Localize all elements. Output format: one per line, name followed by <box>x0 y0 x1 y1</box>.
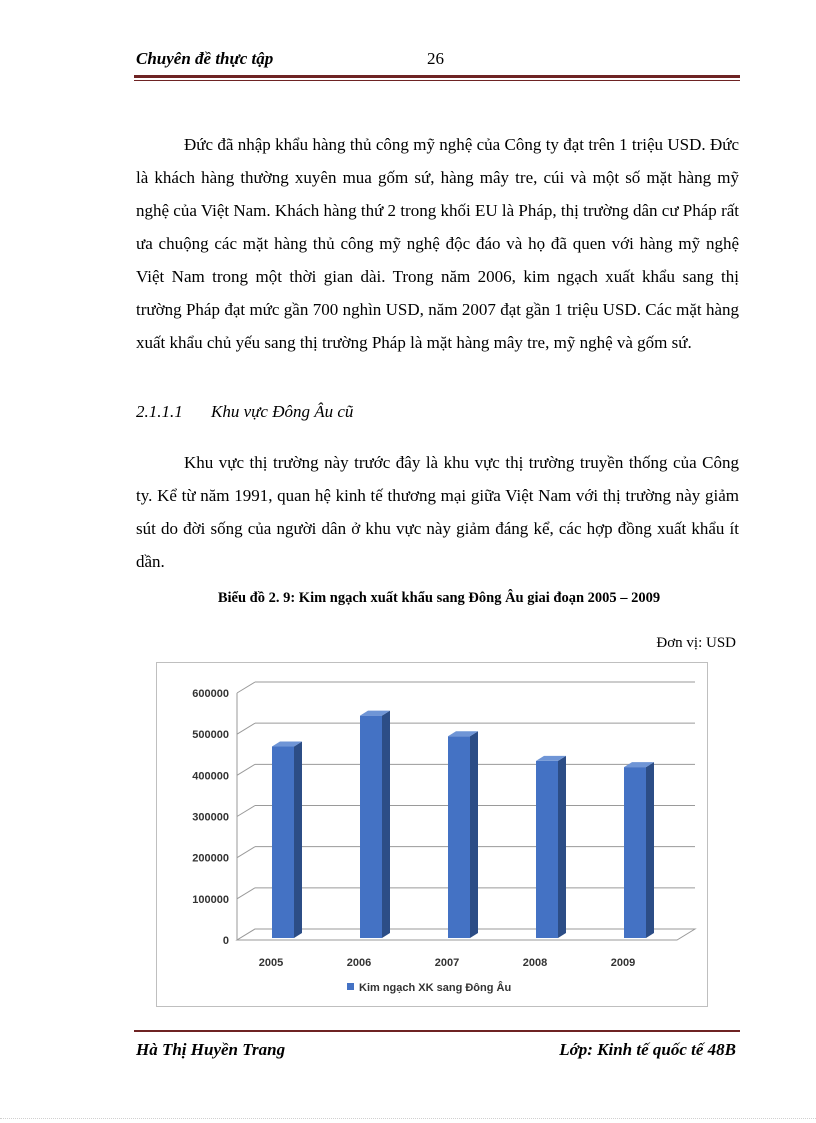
header-title: Chuyên đề thực tập <box>136 49 274 68</box>
y-tick-label: 400000 <box>192 770 229 783</box>
bar-side <box>382 711 390 938</box>
y-tick-label: 0 <box>222 935 229 947</box>
gridline-side <box>237 806 255 817</box>
footer-author: Hà Thị Huyền Trang <box>136 1040 286 1059</box>
page-number: 26 <box>427 49 444 68</box>
y-tick-label: 500000 <box>192 729 229 742</box>
paragraph-2 <box>136 446 739 578</box>
chart-bars <box>272 711 654 938</box>
y-tick-label: 100000 <box>192 893 229 906</box>
paragraph-1 <box>136 128 739 359</box>
chart-legend <box>347 981 511 994</box>
bar-side <box>470 731 478 938</box>
footer-rule <box>134 1030 740 1032</box>
gridline-side <box>237 764 255 775</box>
figure-caption: Biểu đồ 2. 9: Kim ngạch xuất khẩu sang Đông Âu giai đoạn 2005 – 2009 <box>217 590 661 606</box>
figure-unit: Đơn vị: USD <box>656 635 736 651</box>
bar <box>272 747 294 938</box>
y-tick-label: 600000 <box>192 688 229 700</box>
page-bottom-border <box>0 1118 816 1119</box>
header-rule-thin <box>134 80 740 81</box>
section-heading-number: 2.1.1.1 <box>136 402 183 421</box>
gridline-side <box>237 682 255 693</box>
chart-labels <box>192 688 635 969</box>
bar <box>448 736 470 938</box>
footer-class: Lớp: Kinh tế quốc tế 48B <box>559 1040 736 1059</box>
gridline-side <box>237 723 255 734</box>
x-tick-label: 2005 <box>258 957 284 969</box>
y-tick-label: 200000 <box>192 852 229 865</box>
bar-side <box>294 742 302 938</box>
y-tick-label: 300000 <box>192 811 229 824</box>
section-heading <box>136 402 353 422</box>
bar <box>360 716 382 938</box>
gridline-side <box>237 888 255 899</box>
bar-side <box>558 756 566 938</box>
bar <box>624 767 646 938</box>
x-tick-label: 2008 <box>522 957 548 969</box>
bar-side <box>646 762 654 938</box>
bar <box>536 761 558 938</box>
x-tick-label: 2007 <box>434 957 460 969</box>
legend-label: Kim ngạch XK sang Đông Âu <box>359 982 512 994</box>
legend-swatch <box>347 983 354 990</box>
gridline-side <box>237 847 255 858</box>
bar-chart <box>157 663 707 1006</box>
x-tick-label: 2009 <box>610 957 636 969</box>
paragraph-1-text: Đức đã nhập khẩu hàng thủ công mỹ nghệ của Công ty đạt trên 1 triệu USD. Đức là khách hàng thường xuyên mua gốm sứ, hàng mây tre, cúi và một số mặt hàng mỹ nghệ của Việt Nam. Khách hàng thứ 2 trong khối EU là Pháp, thị trường dân cư Pháp rất ưa chuộng các mặt hàng thủ công mỹ nghệ độc đáo và họ đã quen với hàng mỹ nghệ Việt Nam trong một thời gian dài. Trong năm 2006, kim ngạch xuất khẩu sang thị trường Pháp đạt mức gần 700 nghìn USD, năm 2007 đạt gần 1 triệu USD. Các mặt hàng xuất khẩu chủ yếu sang thị trường Pháp là mặt hàng mây tre, mỹ nghệ và gốm sứ. <box>136 135 739 352</box>
paragraph-2-text: Khu vực thị trường này trước đây là khu vực thị trường truyền thống của Công ty. Kể từ năm 1991, quan hệ kinh tế thương mại giữa Việt Nam với thị trường này giảm sút do đời sống của người dân ở khu vực này giảm đáng kể, các hợp đồng xuất khẩu ít dần. <box>136 453 739 571</box>
header-rule-thick <box>134 75 740 78</box>
x-tick-label: 2006 <box>346 957 372 969</box>
chart-container <box>156 662 708 1007</box>
section-heading-title: Khu vực Đông Âu cũ <box>211 402 354 421</box>
